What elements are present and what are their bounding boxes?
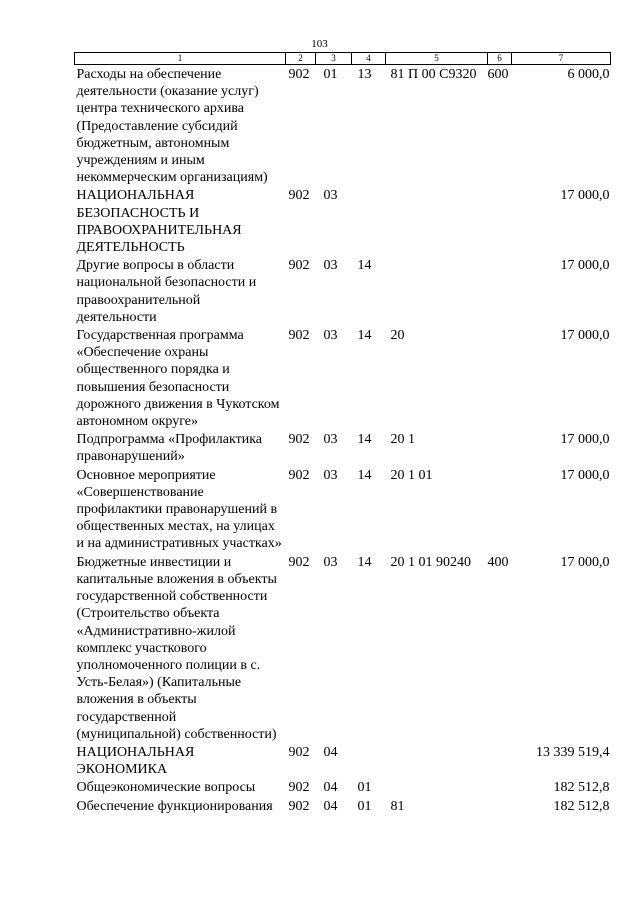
- column-number-row: [75, 53, 611, 65]
- target-article: 81: [390, 798, 405, 814]
- section-code: 03: [323, 188, 338, 204]
- subsection-code: [352, 743, 386, 778]
- column-header: 3: [316, 53, 352, 65]
- page-number: 103: [311, 38, 328, 50]
- admin-code: 902: [288, 67, 310, 82]
- target-article: [386, 743, 488, 778]
- row-name: Бюджетные инвестиции и капитальные вложения в объекты государственной собственности (Строительство объекта «Административно-жилой комплекс участкового уполномоченного полиции в с. Усть-Белая») (Капитальные вложения в объекты государственной (муниципальной) собственности): [76, 554, 277, 742]
- expense-type: [488, 186, 512, 256]
- column-header: 4: [352, 53, 386, 65]
- column-header: 6: [488, 53, 512, 65]
- column-header: 5: [386, 53, 488, 65]
- amount: 17 000,0: [560, 188, 610, 204]
- target-article: 20: [390, 328, 405, 344]
- table-row: [75, 553, 611, 743]
- amount: 17 000,0: [560, 554, 610, 570]
- table-row: [75, 65, 611, 187]
- subsection-code: 13: [357, 67, 372, 82]
- admin-code: 902: [288, 780, 310, 796]
- row-name: Государственная программа «Обеспечение охраны общественного порядка и повышения безопасности дорожного движения в Чукотском автономном округе»: [76, 328, 280, 430]
- table-row: [75, 186, 611, 256]
- section-code: 03: [323, 432, 338, 448]
- admin-code: 902: [288, 744, 310, 760]
- row-name: Другие вопросы в области национальной безопасности и правоохранительной деятельности: [76, 258, 257, 325]
- target-article: 20 1: [390, 432, 415, 448]
- table-row: [75, 430, 611, 465]
- admin-code: 902: [288, 328, 310, 344]
- target-article: 20 1 01: [390, 467, 433, 483]
- row-name: Расходы на обеспечение деятельности (оказание услуг) центра технического архива (Предоставление субсидий бюджетным, автономным учреждениям и иным некоммерческим организациям): [76, 67, 268, 186]
- row-name: Подпрограмма «Профилактика правонарушений»: [76, 432, 263, 465]
- expense-type: [488, 797, 512, 815]
- subsection-code: 14: [357, 467, 372, 483]
- amount: 17 000,0: [560, 467, 610, 483]
- admin-code: 902: [288, 432, 310, 448]
- expense-type: [488, 326, 512, 430]
- admin-code: 902: [288, 467, 310, 483]
- target-article: 20 1 01 90240: [390, 554, 471, 570]
- column-header: 7: [512, 53, 611, 65]
- table-row: [75, 466, 611, 553]
- amount: 17 000,0: [560, 328, 610, 344]
- target-article: 81 П 00 С9320: [390, 67, 477, 82]
- section-code: 04: [323, 798, 338, 814]
- subsection-code: 14: [357, 432, 372, 448]
- row-name: НАЦИОНАЛЬНАЯ БЕЗОПАСНОСТЬ И ПРАВООХРАНИТЕЛЬНАЯ ДЕЯТЕЛЬНОСТЬ: [76, 188, 242, 256]
- expense-type: [488, 430, 512, 465]
- row-name: Обеспечение функционирования: [76, 798, 273, 814]
- expense-type: [488, 466, 512, 553]
- admin-code: 902: [288, 554, 310, 570]
- expense-type: 400: [487, 554, 509, 570]
- target-article: [386, 256, 488, 326]
- subsection-code: 14: [357, 328, 372, 344]
- admin-code: 902: [288, 798, 310, 814]
- target-article: [386, 186, 488, 256]
- expense-type: [488, 778, 512, 796]
- row-name: НАЦИОНАЛЬНАЯ ЭКОНОМИКА: [76, 744, 195, 778]
- budget-table: [74, 52, 611, 815]
- amount: 17 000,0: [560, 258, 610, 274]
- column-header: 2: [286, 53, 316, 65]
- admin-code: 902: [288, 258, 310, 274]
- section-code: 03: [323, 328, 338, 344]
- table-row: [75, 778, 611, 796]
- subsection-code: 01: [357, 780, 372, 796]
- row-name: Общеэкономические вопросы: [76, 780, 256, 796]
- admin-code: 902: [288, 188, 310, 204]
- section-code: 03: [323, 258, 338, 274]
- section-code: 04: [323, 780, 338, 796]
- table-row: [75, 256, 611, 326]
- column-header: 1: [75, 53, 286, 65]
- row-name: Основное мероприятие «Совершенствование профилактики правонарушений в общественных местах, на улицах и на административных участках»: [76, 467, 282, 552]
- subsection-code: 01: [357, 798, 372, 814]
- section-code: 03: [323, 467, 338, 483]
- section-code: 01: [323, 67, 338, 82]
- subsection-code: 14: [357, 258, 372, 274]
- expense-type: [488, 256, 512, 326]
- section-code: 03: [323, 554, 338, 570]
- table-row: [75, 797, 611, 815]
- expense-type: 600: [487, 67, 509, 82]
- expense-type: [488, 743, 512, 778]
- amount: 182 512,8: [553, 798, 610, 814]
- table-row: [75, 743, 611, 778]
- subsection-code: [352, 186, 386, 256]
- amount: 6 000,0: [567, 67, 610, 82]
- table-row: [75, 326, 611, 430]
- amount: 13 339 519,4: [536, 744, 610, 760]
- amount: 17 000,0: [560, 432, 610, 448]
- subsection-code: 14: [357, 554, 372, 570]
- target-article: [386, 778, 488, 796]
- amount: 182 512,8: [553, 780, 610, 796]
- section-code: 04: [323, 744, 338, 760]
